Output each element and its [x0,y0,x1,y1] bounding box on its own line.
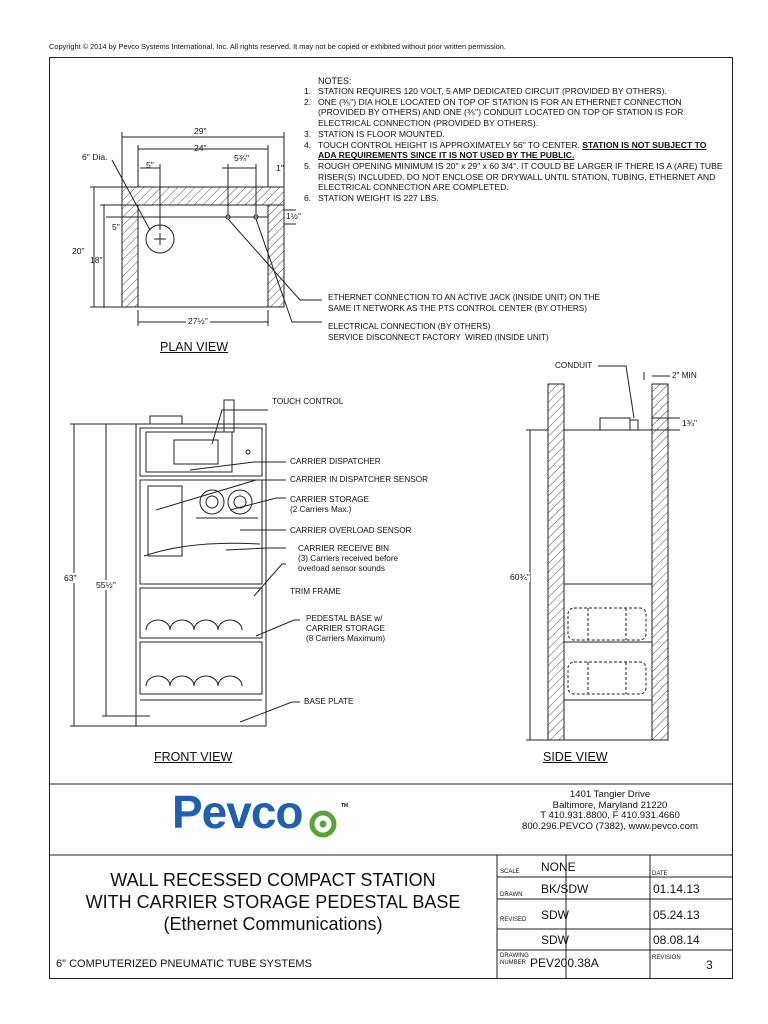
plan-view-drawing [90,132,322,326]
dim-55-1-2: 55½" [96,580,116,590]
drawn-value: BK/SDW [541,882,589,896]
dim-1-3-4: 1¾" [682,418,697,428]
drawing-subtitle: 6" COMPUTERIZED PNEUMATIC TUBE SYSTEMS [56,958,312,970]
label-carrier-storage: CARRIER STORAGE (2 Carriers Max.) [290,495,370,514]
plan-view-title: PLAN VIEW [160,340,229,354]
side-view-drawing [526,366,680,740]
scale-label: SCALE [500,869,520,875]
side-view-title: SIDE VIEW [543,750,608,764]
dim-24: 24" [194,143,207,153]
logo-trademark: TM [341,803,349,809]
dim-5-top: 5" [146,160,154,170]
dim-29: 29" [194,126,207,136]
front-view-drawing [70,400,300,726]
revised-date: 05.24.13 [653,908,700,922]
note-item: 2. ONE (⅗") DIA HOLE LOCATED ON TOP OF STATION IS FOR AN ETHERNET CONNECTION (PROVIDED BY OTHERS) AND ONE (⅗") CONDUIT LOCATED ON TOP OF STATION IS FOR ELECTRICAL CONNECTION (PROVIDED BY OTHERS). [304,96,684,129]
front-view-title: FRONT VIEW [154,750,233,764]
note-item: 3. STATION IS FLOOR MOUNTED. [304,128,445,139]
drawing-title: WALL RECESSED COMPACT STATION WITH CARRIER STORAGE PEDESTAL BASE (Ethernet Communications) [85,870,461,934]
drawing-number: PEV200.38A [530,956,599,970]
drawn-label: DRAWN [500,892,523,898]
logo-target-mark [312,813,334,835]
revised-value: SDW [541,908,569,922]
dim-1: 1" [276,163,284,173]
notes-list [304,86,724,204]
electrical-connection-callout: ELECTRICAL CONNECTION (BY OTHERS) SERVICE DISCONNECT FACTORY WIRED (INSIDE UNIT) [328,322,549,342]
label-2-min: 2" MIN [672,371,697,380]
note-item: 1. STATION REQUIRES 120 VOLT, 5 AMP DEDICATED CIRCUIT (PROVIDED BY OTHERS). [304,86,667,96]
dim-27-1-2: 27½" [188,316,208,326]
revision-label: REVISION [652,955,681,961]
label-base-plate: BASE PLATE [304,697,354,706]
label-touch-control: TOUCH CONTROL [272,397,344,406]
ethernet-connection-callout: ETHERNET CONNECTION TO AN ACTIVE JACK (INSIDE UNIT) ON THE SAME IT NETWORK AS THE PTS CONTROL CENTER (BY OTHERS) [328,293,600,313]
revision-number: 3 [706,958,713,972]
label-carrier-dispatcher: CARRIER DISPATCHER [290,457,381,466]
dim-63: 63" [64,573,77,583]
dim-60-3-4: 60¾" [510,572,530,582]
note-item: 5. ROUGH OPENING MINIMUM IS 20" x 29" x 60 3/4". IT COULD BE LARGER IF THERE IS A (ARE) TUBE RISER(S) INCLUDED. DO NOT ENCLOSE OR DRYWALL UNTIL STATION, TUBING, ETHERNET AND ELECTRICAL CONNECTION ARE COMPLETED. [304,160,723,193]
dim-6-dia: 6" Dia. [82,152,108,162]
dim-5-3-4: 5¾" [234,153,249,163]
date-label: DATE [652,871,668,877]
revised2-value: SDW [541,933,569,947]
pevco-logo: Pevco [172,786,303,838]
label-pedestal-base: PEDESTAL BASE w/ CARRIER STORAGE (8 Carriers Maximum) [306,614,386,643]
note-item: 4. TOUCH CONTROL HEIGHT IS APPROXIMATELY 56" TO CENTER. STATION IS NOT SUBJECT TO ADA REQUIREMENTS SINCE IT IS NOT USED BY THE PUBLIC. [304,139,707,161]
drawing-number-label: DRAWING NUMBER [500,953,529,966]
revised2-date: 08.08.14 [653,933,700,947]
label-dispatcher-sensor: CARRIER IN DISPATCHER SENSOR [290,475,428,484]
scale-value: NONE [541,860,576,874]
dim-18: 18" [90,255,103,265]
label-conduit: CONDUIT [555,361,593,370]
dim-1-1-2: 1½" [286,211,301,221]
drawn-date: 01.14.13 [653,882,700,896]
dim-20: 20" [72,246,85,256]
dim-5-left: 5" [112,222,120,232]
label-receive-bin: CARRIER RECEIVE BIN (3) Carriers received before overload sensor sounds [298,544,399,573]
label-overload-sensor: CARRIER OVERLOAD SENSOR [290,526,412,535]
company-address: 1401 Tangier Drive Baltimore, Maryland 21220 T 410.931.8800, F 410.931.4660 800.296.PEVCO (7382), www.pevco.com [522,789,698,832]
label-trim-frame: TRIM FRAME [290,587,341,596]
note-item: 6. STATION WEIGHT IS 227 LBS. [304,193,439,204]
notes-title: NOTES: [318,76,352,86]
revised-label: REVISED [500,917,527,923]
copyright-notice: Copyright © 2014 by Pevco Systems International, Inc. All rights reserved. It may not be copied or exhibited without prior written permission. [49,42,506,51]
